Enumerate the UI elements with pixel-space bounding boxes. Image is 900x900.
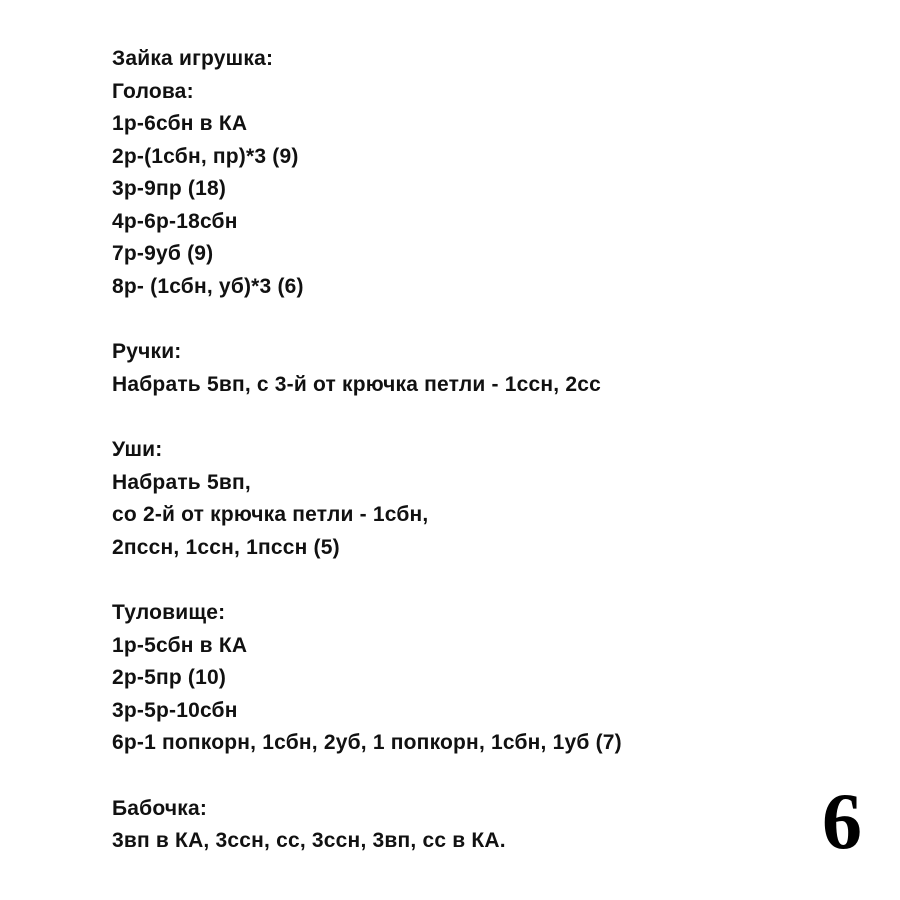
pattern-row: 7р-9уб (9) (112, 242, 214, 265)
section-arms (112, 336, 872, 401)
pattern-row: 2пссн, 1ссн, 1пссн (5) (112, 535, 340, 559)
section-heading-head: Голова: (112, 79, 194, 103)
pattern-title: Зайка игрушка: (112, 47, 274, 70)
pattern-row: 6р-1 попкорн, 1сбн, 2уб, 1 попкорн, 1сбн, 1уб (7) (112, 731, 622, 754)
pattern-row: 3р-9пр (18) (112, 177, 227, 200)
pattern-text (112, 43, 872, 891)
pattern-row: 1р-5сбн в КА (112, 633, 248, 657)
pattern-row: 1р-6сбн в КА (112, 112, 248, 135)
section-heading-arms: Ручки: (112, 340, 182, 363)
section-ears (112, 434, 872, 564)
page-number: 6 (822, 778, 862, 866)
section-bow (112, 793, 872, 858)
pattern-row: со 2-й от крючка петли - 1сбн, (112, 503, 429, 526)
section-body (112, 597, 872, 760)
section-head (112, 43, 872, 303)
section-heading-bow: Бабочка: (112, 796, 208, 820)
section-heading-ears: Уши: (112, 438, 163, 461)
pattern-row: Набрать 5вп, с 3-й от крючка петли - 1ссн, 2сс (112, 372, 601, 396)
pattern-row: 2р-5пр (10) (112, 666, 227, 689)
section-heading-body: Туловище: (112, 601, 226, 624)
pattern-row: 3р-5р-10сбн (112, 698, 238, 722)
pattern-row: 2р-(1сбн, пр)*3 (9) (112, 144, 299, 168)
pattern-row: 3вп в КА, 3ссн, сс, 3ссн, 3вп, сс в КА. (112, 829, 506, 852)
pattern-row: 4р-6р-18сбн (112, 209, 238, 233)
pattern-row: Набрать 5вп, (112, 470, 251, 494)
pattern-row: 8р- (1сбн, уб)*3 (6) (112, 274, 304, 298)
